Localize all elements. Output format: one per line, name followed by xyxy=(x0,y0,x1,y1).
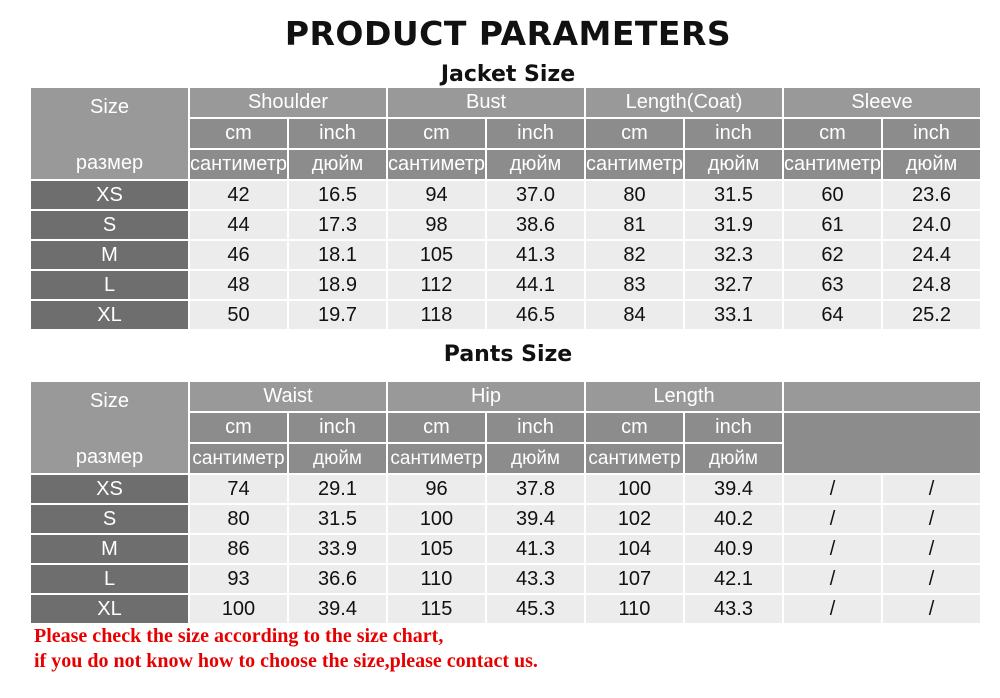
table-cell: 18.1 xyxy=(289,241,386,269)
table-cell: 24.8 xyxy=(883,271,980,299)
group-header-sleeve: Sleeve xyxy=(784,88,980,117)
table-cell: 115 xyxy=(388,595,485,623)
table-cell: 84 xyxy=(586,301,683,329)
row-size-label: XL xyxy=(31,595,188,623)
table-cell: 107 xyxy=(586,565,683,593)
group-header-waist: Waist xyxy=(190,382,386,411)
table-cell: / xyxy=(883,535,980,563)
table-cell: 80 xyxy=(586,181,683,209)
table-cell: / xyxy=(883,505,980,533)
table-cell: 81 xyxy=(586,211,683,239)
table-cell: 98 xyxy=(388,211,485,239)
group-header-shoulder: Shoulder xyxy=(190,88,386,117)
table-cell: 31.9 xyxy=(685,211,782,239)
table-cell: / xyxy=(784,535,881,563)
table-cell: 24.4 xyxy=(883,241,980,269)
unit-header-cell: inch xyxy=(685,119,782,148)
table-cell: 48 xyxy=(190,271,287,299)
table-cell: 60 xyxy=(784,181,881,209)
size-note-line-1: Please check the size according to the size chart, xyxy=(34,625,444,647)
group-header-empty xyxy=(784,382,980,411)
unit-header-cell: cm xyxy=(190,413,287,442)
table-cell: 25.2 xyxy=(883,301,980,329)
table-cell: 38.6 xyxy=(487,211,584,239)
table-cell: 42.1 xyxy=(685,565,782,593)
table-cell: 16.5 xyxy=(289,181,386,209)
unit-header-cell: cm xyxy=(190,119,287,148)
unit-header-cell: inch xyxy=(487,413,584,442)
unit-header-cell-ru: дюйм xyxy=(289,150,386,179)
jacket-size-table xyxy=(31,88,986,329)
table-cell: 41.3 xyxy=(487,241,584,269)
row-size-label: L xyxy=(31,271,188,299)
unit-header-cell-ru: дюйм xyxy=(487,444,584,473)
table-cell: 46 xyxy=(190,241,287,269)
table-cell: 105 xyxy=(388,535,485,563)
table-cell: 100 xyxy=(388,505,485,533)
unit-header-cell: cm xyxy=(784,119,881,148)
unit-header-cell-ru: сантиметр xyxy=(190,150,287,179)
table-cell: 105 xyxy=(388,241,485,269)
unit-header-cell: inch xyxy=(289,413,386,442)
table-cell: 18.9 xyxy=(289,271,386,299)
row-size-label: M xyxy=(31,241,188,269)
table-cell: / xyxy=(784,565,881,593)
table-cell: 104 xyxy=(586,535,683,563)
unit-header-cell: inch xyxy=(289,119,386,148)
group-header-length: Length xyxy=(586,382,782,411)
unit-header-empty xyxy=(784,413,980,473)
unit-header-cell: cm xyxy=(586,119,683,148)
row-size-label: S xyxy=(31,211,188,239)
unit-header-cell-ru: сантиметр xyxy=(784,150,881,179)
table-cell: / xyxy=(883,595,980,623)
table-cell: 100 xyxy=(190,595,287,623)
table-cell: 110 xyxy=(586,595,683,623)
table-cell: 50 xyxy=(190,301,287,329)
size-header-cell xyxy=(31,88,188,179)
unit-header-cell: inch xyxy=(883,119,980,148)
table-cell: / xyxy=(883,475,980,503)
table-cell: 62 xyxy=(784,241,881,269)
unit-header-cell-ru: сантиметр xyxy=(388,150,485,179)
unit-header-cell: cm xyxy=(388,119,485,148)
table-cell: 40.2 xyxy=(685,505,782,533)
unit-header-cell-ru: сантиметр xyxy=(190,444,287,473)
unit-header-cell: inch xyxy=(487,119,584,148)
table-cell: 63 xyxy=(784,271,881,299)
group-header-length-coat: Length(Coat) xyxy=(586,88,782,117)
table-cell: 32.7 xyxy=(685,271,782,299)
table-cell: 40.9 xyxy=(685,535,782,563)
table-cell: 19.7 xyxy=(289,301,386,329)
row-size-label: L xyxy=(31,565,188,593)
table-cell: 93 xyxy=(190,565,287,593)
table-cell: 64 xyxy=(784,301,881,329)
table-cell: 32.3 xyxy=(685,241,782,269)
table-cell: 42 xyxy=(190,181,287,209)
table-cell: 96 xyxy=(388,475,485,503)
table-cell: 44 xyxy=(190,211,287,239)
row-size-label: XS xyxy=(31,181,188,209)
table-cell: 112 xyxy=(388,271,485,299)
table-cell: 17.3 xyxy=(289,211,386,239)
table-cell: 61 xyxy=(784,211,881,239)
size-label-ru: размер xyxy=(75,446,144,468)
jacket-size-title: Jacket Size xyxy=(440,62,576,87)
table-cell: 100 xyxy=(586,475,683,503)
table-cell: 39.4 xyxy=(487,505,584,533)
pants-size-table xyxy=(31,382,986,623)
table-cell: / xyxy=(784,475,881,503)
table-cell: 39.4 xyxy=(289,595,386,623)
table-cell: 43.3 xyxy=(685,595,782,623)
table-cell: 45.3 xyxy=(487,595,584,623)
unit-header-cell-ru: сантиметр xyxy=(388,444,485,473)
group-header-hip: Hip xyxy=(388,382,584,411)
table-cell: 41.3 xyxy=(487,535,584,563)
table-cell: 33.1 xyxy=(685,301,782,329)
table-cell: 39.4 xyxy=(685,475,782,503)
table-cell: / xyxy=(784,595,881,623)
size-label: Size xyxy=(90,96,129,118)
unit-header-cell: cm xyxy=(586,413,683,442)
table-cell: 31.5 xyxy=(685,181,782,209)
unit-header-cell: cm xyxy=(388,413,485,442)
table-cell: 43.3 xyxy=(487,565,584,593)
row-size-label: XL xyxy=(31,301,188,329)
table-cell: 83 xyxy=(586,271,683,299)
table-cell: 31.5 xyxy=(289,505,386,533)
table-cell: 37.8 xyxy=(487,475,584,503)
unit-header-cell-ru: дюйм xyxy=(289,444,386,473)
group-header-bust: Bust xyxy=(388,88,584,117)
table-cell: 33.9 xyxy=(289,535,386,563)
size-label-ru: размер xyxy=(75,152,144,174)
row-size-label: XS xyxy=(31,475,188,503)
table-cell: 44.1 xyxy=(487,271,584,299)
row-size-label: S xyxy=(31,505,188,533)
unit-header-cell-ru: дюйм xyxy=(685,444,782,473)
table-cell: 46.5 xyxy=(487,301,584,329)
table-cell: 118 xyxy=(388,301,485,329)
table-cell: 80 xyxy=(190,505,287,533)
size-header-cell xyxy=(31,382,188,473)
row-size-label: M xyxy=(31,535,188,563)
table-cell: 86 xyxy=(190,535,287,563)
table-cell: 74 xyxy=(190,475,287,503)
size-label: Size xyxy=(90,390,129,412)
table-cell: 36.6 xyxy=(289,565,386,593)
size-note-line-2: if you do not know how to choose the size,please contact us. xyxy=(34,650,538,672)
table-cell: 110 xyxy=(388,565,485,593)
pants-size-title: Pants Size xyxy=(443,342,573,367)
table-cell: 29.1 xyxy=(289,475,386,503)
table-cell: 23.6 xyxy=(883,181,980,209)
table-cell: / xyxy=(883,565,980,593)
table-cell: 102 xyxy=(586,505,683,533)
table-cell: 82 xyxy=(586,241,683,269)
unit-header-cell-ru: дюйм xyxy=(487,150,584,179)
unit-header-cell-ru: дюйм xyxy=(883,150,980,179)
unit-header-cell-ru: дюйм xyxy=(685,150,782,179)
table-cell: 24.0 xyxy=(883,211,980,239)
unit-header-cell-ru: сантиметр xyxy=(586,444,683,473)
table-cell: 94 xyxy=(388,181,485,209)
table-cell: 37.0 xyxy=(487,181,584,209)
unit-header-cell: inch xyxy=(685,413,782,442)
unit-header-cell-ru: сантиметр xyxy=(586,150,683,179)
page-title: PRODUCT PARAMETERS xyxy=(284,14,732,53)
table-cell: / xyxy=(784,505,881,533)
